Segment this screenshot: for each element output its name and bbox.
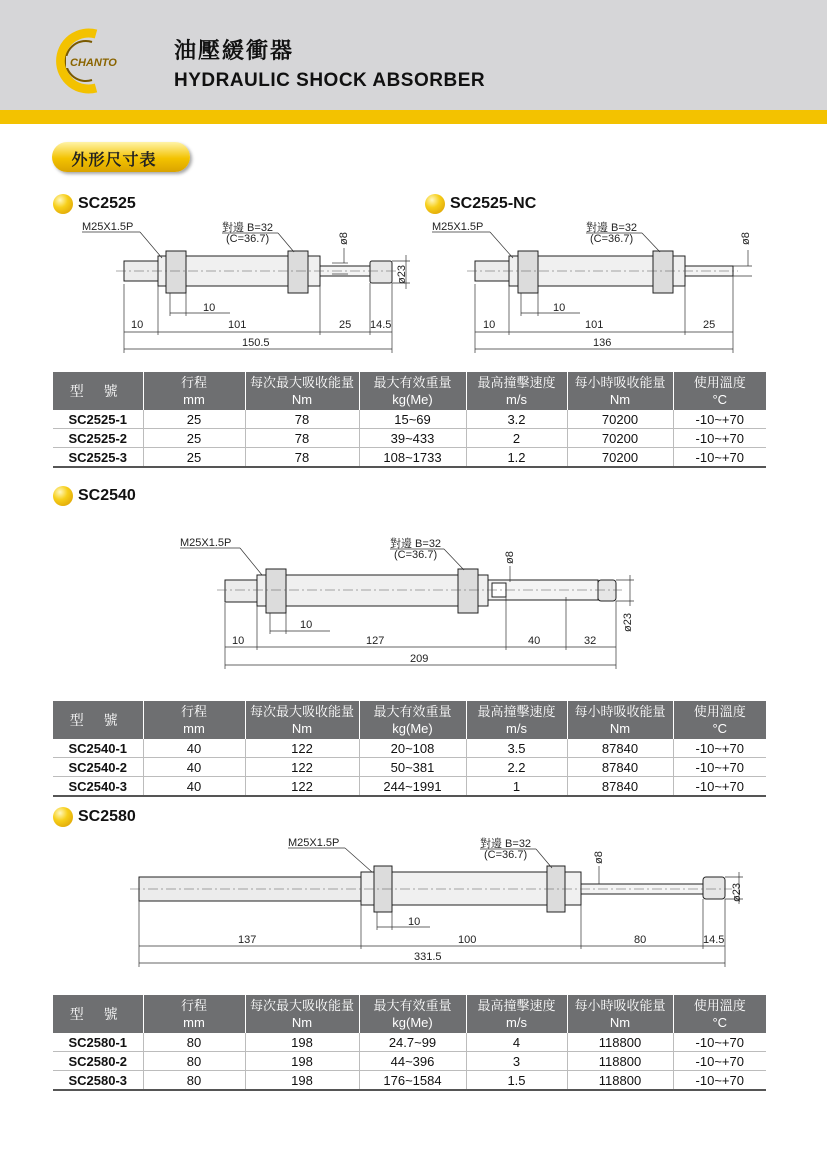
dim-25: 25: [703, 319, 716, 331]
value-cell: 1.2: [466, 448, 567, 468]
column-header-label: 最高撞擊速度: [477, 375, 556, 390]
logo-text: CHANTO: [70, 57, 117, 69]
dim-total: 150.5: [242, 337, 270, 349]
dim-25: 25: [339, 319, 352, 331]
value-cell: 108~1733: [359, 448, 466, 468]
value-cell: 198: [245, 1052, 359, 1071]
dim-101: 101: [228, 319, 247, 331]
model-cell: SC2540-2: [53, 758, 143, 777]
column-header-label: 使用溫度: [693, 375, 746, 390]
value-cell: 118800: [567, 1052, 673, 1071]
column-header-unit: m/s: [506, 1015, 527, 1030]
value-cell: 87840: [567, 758, 673, 777]
dim-101: 101: [585, 319, 604, 331]
cap-dia-label: ø23: [622, 613, 634, 632]
hex-c-label: (C=36.7): [394, 549, 438, 561]
section-label: SC2580: [78, 808, 136, 825]
value-cell: -10~+70: [673, 777, 766, 797]
cap-dia-label: ø23: [731, 883, 743, 902]
value-cell: 80: [143, 1033, 245, 1052]
column-header-label: 最大有效重量: [373, 998, 452, 1013]
column-header-label: 每次最大吸收能量: [249, 704, 354, 719]
hex-c-label: (C=36.7): [484, 849, 528, 861]
dim-137: 137: [238, 934, 257, 946]
value-cell: 118800: [567, 1033, 673, 1052]
column-header-unit: mm: [183, 1015, 205, 1030]
value-cell: 3: [466, 1052, 567, 1071]
value-cell: 122: [245, 758, 359, 777]
column-header: [53, 995, 143, 1033]
model-cell: SC2525-3: [53, 448, 143, 468]
dim-10: 10: [408, 916, 421, 928]
column-header-label: 最大有效重量: [373, 704, 452, 719]
value-cell: -10~+70: [673, 448, 766, 468]
value-cell: 87840: [567, 739, 673, 758]
column-header: [673, 995, 766, 1033]
column-header-unit: m/s: [506, 721, 527, 736]
value-cell: 118800: [567, 1071, 673, 1091]
column-header-unit: Nm: [291, 721, 313, 736]
model-cell: SC2540-1: [53, 739, 143, 758]
column-header-unit: m/s: [506, 392, 527, 407]
column-header-label: 型 號: [69, 711, 126, 728]
thread-label: M25X1.5P: [180, 537, 232, 549]
column-header-label: 型 號: [69, 1005, 126, 1022]
value-cell: 4: [466, 1033, 567, 1052]
dim-total: 331.5: [414, 951, 442, 963]
value-cell: 1.5: [466, 1071, 567, 1091]
hex-label: 對邊 B=32: [222, 222, 274, 234]
column-header-label: 每小時吸收能量: [574, 998, 666, 1013]
value-cell: -10~+70: [673, 1071, 766, 1091]
value-cell: 25: [143, 429, 245, 448]
value-cell: 20~108: [359, 739, 466, 758]
column-header: [466, 995, 567, 1033]
spec-table-sc2580: [53, 995, 766, 1091]
model-cell: SC2525-2: [53, 429, 143, 448]
table-row: [53, 1071, 766, 1091]
column-header-unit: Nm: [291, 392, 313, 407]
rod-dia-label: ø8: [740, 232, 752, 245]
value-cell: -10~+70: [673, 758, 766, 777]
dim-14-5: 14.5: [370, 319, 392, 331]
value-cell: 198: [245, 1033, 359, 1052]
value-cell: 25: [143, 410, 245, 429]
column-header-unit: mm: [183, 392, 205, 407]
value-cell: 25: [143, 448, 245, 468]
model-cell: SC2580-3: [53, 1071, 143, 1091]
column-header-unit: Nm: [609, 392, 631, 407]
column-header-unit: Nm: [291, 1015, 313, 1030]
value-cell: -10~+70: [673, 410, 766, 429]
column-header-label: 行程: [180, 998, 207, 1013]
rod-dia-label: ø8: [338, 232, 350, 245]
dim-10a: 10: [232, 635, 245, 647]
dim-total: 209: [410, 653, 429, 665]
column-header-label: 行程: [180, 375, 207, 390]
value-cell: 44~396: [359, 1052, 466, 1071]
column-header-label: 每小時吸收能量: [574, 704, 666, 719]
column-header-unit: mm: [183, 721, 205, 736]
value-cell: 122: [245, 739, 359, 758]
value-cell: -10~+70: [673, 739, 766, 758]
column-header-label: 每次最大吸收能量: [249, 998, 354, 1013]
value-cell: 40: [143, 777, 245, 797]
dim-total: 136: [593, 337, 612, 349]
value-cell: 78: [245, 410, 359, 429]
value-cell: 70200: [567, 410, 673, 429]
value-cell: 198: [245, 1071, 359, 1091]
value-cell: 15~69: [359, 410, 466, 429]
section-label: SC2525: [78, 195, 136, 212]
column-header-label: 型 號: [69, 382, 126, 399]
column-header: [567, 995, 673, 1033]
dim-100: 100: [458, 934, 477, 946]
column-header-unit: °C: [712, 392, 728, 407]
rod-dia-label: ø8: [504, 551, 516, 564]
dim-32: 32: [584, 635, 597, 647]
column-header-label: 每次最大吸收能量: [249, 375, 354, 390]
column-header-unit: Nm: [609, 721, 631, 736]
hex-label: 對邊 B=32: [390, 538, 442, 550]
hex-label: 對邊 B=32: [586, 222, 638, 234]
rod-dia-label: ø8: [593, 851, 605, 864]
section-label: SC2540: [78, 487, 136, 504]
dim-10b: 10: [553, 302, 566, 314]
value-cell: 70200: [567, 448, 673, 468]
column-header-unit: kg(Me): [392, 1015, 433, 1030]
section-label: SC2525-NC: [450, 195, 537, 212]
column-header-label: 行程: [180, 704, 207, 719]
value-cell: 24.7~99: [359, 1033, 466, 1052]
dimension-table-tag-label: 外形尺寸表: [71, 150, 157, 169]
thread-label: M25X1.5P: [432, 221, 484, 233]
column-header-unit: °C: [712, 1015, 728, 1030]
column-header-label: 每小時吸收能量: [574, 375, 666, 390]
dim-127: 127: [366, 635, 385, 647]
column-header-label: 使用溫度: [693, 998, 746, 1013]
value-cell: 80: [143, 1071, 245, 1091]
value-cell: 3.5: [466, 739, 567, 758]
value-cell: 176~1584: [359, 1071, 466, 1091]
column-header-unit: °C: [712, 721, 728, 736]
page-title-chinese: 油壓緩衝器: [174, 39, 295, 64]
dim-40: 40: [528, 635, 541, 647]
value-cell: -10~+70: [673, 1033, 766, 1052]
value-cell: -10~+70: [673, 1052, 766, 1071]
value-cell: -10~+70: [673, 429, 766, 448]
value-cell: 70200: [567, 429, 673, 448]
model-cell: SC2525-1: [53, 410, 143, 429]
column-header: [245, 995, 359, 1033]
thread-label: M25X1.5P: [288, 837, 340, 849]
column-header-unit: kg(Me): [392, 721, 433, 736]
dim-10a: 10: [483, 319, 496, 331]
value-cell: 78: [245, 448, 359, 468]
value-cell: 2.2: [466, 758, 567, 777]
dim-10a: 10: [131, 319, 144, 331]
dim-80: 80: [634, 934, 647, 946]
column-header: [359, 995, 466, 1033]
cap-dia-label: ø23: [396, 265, 408, 284]
column-header-label: 最高撞擊速度: [477, 704, 556, 719]
model-cell: SC2580-1: [53, 1033, 143, 1052]
column-header-unit: Nm: [609, 1015, 631, 1030]
column-header: [143, 995, 245, 1033]
model-cell: SC2540-3: [53, 777, 143, 797]
value-cell: 50~381: [359, 758, 466, 777]
dim-10b: 10: [203, 302, 216, 314]
table-header-row: [53, 995, 766, 1033]
value-cell: 244~1991: [359, 777, 466, 797]
value-cell: 87840: [567, 777, 673, 797]
model-cell: SC2580-2: [53, 1052, 143, 1071]
value-cell: 39~433: [359, 429, 466, 448]
column-header-label: 使用溫度: [693, 704, 746, 719]
column-header-label: 最高撞擊速度: [477, 998, 556, 1013]
table-row: [53, 1033, 766, 1052]
table-row: [53, 1052, 766, 1071]
value-cell: 2: [466, 429, 567, 448]
dim-14-5: 14.5: [703, 934, 725, 946]
hex-label: 對邊 B=32: [480, 838, 532, 850]
value-cell: 1: [466, 777, 567, 797]
value-cell: 40: [143, 758, 245, 777]
column-header-unit: kg(Me): [392, 392, 433, 407]
hex-c-label: (C=36.7): [590, 233, 634, 245]
column-header-label: 最大有效重量: [373, 375, 452, 390]
value-cell: 78: [245, 429, 359, 448]
page-title-english: HYDRAULIC SHOCK ABSORBER: [174, 70, 486, 91]
hex-c-label: (C=36.7): [226, 233, 270, 245]
value-cell: 3.2: [466, 410, 567, 429]
dim-10b: 10: [300, 619, 313, 631]
value-cell: 40: [143, 739, 245, 758]
value-cell: 122: [245, 777, 359, 797]
value-cell: 80: [143, 1052, 245, 1071]
thread-label: M25X1.5P: [82, 221, 134, 233]
